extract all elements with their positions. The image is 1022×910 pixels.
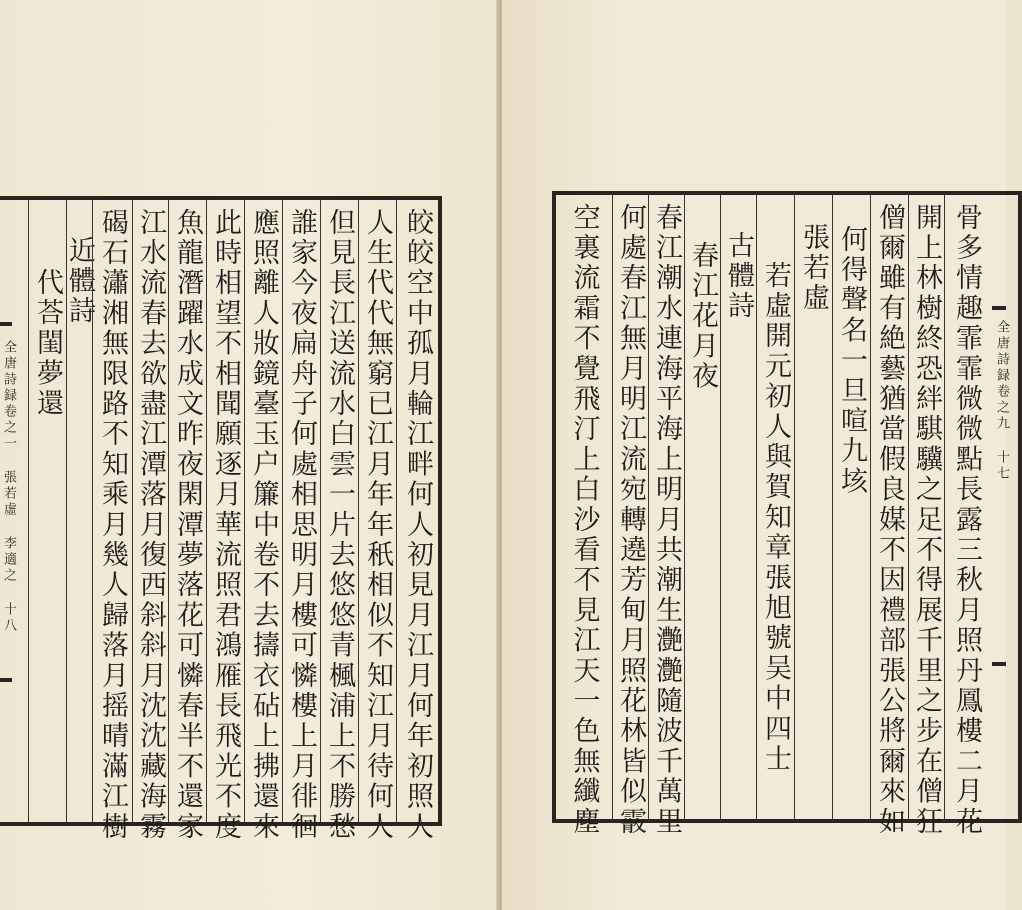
right-column-4 xyxy=(832,195,870,819)
left-column-7-text: 魚龍潛躍水成文昨夜閑潭夢落花可憐春半不還家 xyxy=(172,208,203,843)
right-column-1-text: 骨多情趣霏霏微微點長露三秋月照丹鳳樓二月花 xyxy=(951,203,982,838)
left-column-11-text: 代荅閨夢還 xyxy=(32,268,63,419)
right-column-8 xyxy=(684,195,720,819)
right-column-3-text: 僧爾雖有絶藝猶當假良媒不因禮部張公將爾來如 xyxy=(874,203,905,838)
left-column-5 xyxy=(244,200,282,843)
right-column-7-text: 古體詩 xyxy=(723,231,754,322)
left-column-4-text: 誰家今夜扁舟子何處相思明月樓可憐樓上月徘徊 xyxy=(286,208,317,843)
right-column-7 xyxy=(720,195,756,819)
right-text-frame xyxy=(552,191,1022,838)
right-column-11 xyxy=(556,195,612,838)
left-column-2-text: 人生代代無窮已江月年年秖相似不知江月待何人 xyxy=(362,208,393,843)
left-column-6 xyxy=(206,200,244,843)
left-page xyxy=(0,0,498,910)
left-column-3-text: 但見長江送流水白雲一片去悠悠青楓浦上不勝愁 xyxy=(324,208,355,843)
right-column-1 xyxy=(944,195,988,838)
left-column-8-text: 江水流春去欲盡江潭落月復西斜斜月沈沈藏海霧 xyxy=(135,208,166,843)
right-page xyxy=(502,0,1009,910)
right-column-10 xyxy=(612,195,648,838)
left-column-3 xyxy=(320,200,358,843)
right-column-2-text: 開上林樹終恐絆騏驥之足不得展千里之步在僧狂 xyxy=(911,203,942,838)
right-column-9-text: 春江潮水連海平海上明月共潮生灔灔隨波千萬里 xyxy=(651,203,682,838)
left-column-5-text: 應照離人妝鏡臺玉户簾中卷不去擣衣砧上拂還來 xyxy=(248,208,279,843)
right-column-6-text: 若虛開元初人與賀知章張旭號吴中四士 xyxy=(760,261,791,775)
left-column-9 xyxy=(92,200,132,843)
left-column-10-text: 近體詩 xyxy=(64,236,95,327)
right-column-10-text: 何處春江無月明江流宛轉遶芳甸月照花林皆似霰 xyxy=(615,203,646,838)
left-column-1 xyxy=(396,200,438,843)
right-column-5-text: 張若虛 xyxy=(798,223,829,314)
right-column-3 xyxy=(870,195,908,838)
left-column-7 xyxy=(168,200,206,843)
right-column-11-text: 空裏流霜不覺飛汀上白沙看不見江天一色無纖塵 xyxy=(568,203,600,838)
right-column-6 xyxy=(756,195,794,819)
right-column-2 xyxy=(908,195,944,838)
left-margin-text: 全唐詩録卷之一 張若虛 李適之 十八 xyxy=(1,340,16,634)
left-column-11 xyxy=(28,200,66,822)
right-fish-tail xyxy=(992,306,1009,666)
left-column-8 xyxy=(132,200,168,843)
left-column-10 xyxy=(64,200,95,822)
right-margin-text: 全唐詩録卷之九 十七 xyxy=(994,320,1009,482)
right-column-9 xyxy=(648,195,684,838)
left-column-9-text: 碣石瀟湘無限路不知乘月幾人歸落月摇晴滿江樹 xyxy=(97,208,128,843)
right-column-5 xyxy=(794,195,832,819)
left-column-2 xyxy=(358,200,396,843)
left-column-1-text: 皎皎空中孤月輪江畔何人初見月江月何年初照人 xyxy=(402,208,433,843)
left-column-6-text: 此時相望不相聞願逐月華流照君鴻雁長飛光不度 xyxy=(210,208,241,843)
left-fish-tail xyxy=(0,322,16,682)
left-column-4 xyxy=(282,200,320,843)
right-column-8-text: 春江花月夜 xyxy=(687,241,718,392)
right-column-4-text: 何得聲名一旦喧九垓 xyxy=(836,225,867,497)
left-text-frame xyxy=(0,196,442,843)
